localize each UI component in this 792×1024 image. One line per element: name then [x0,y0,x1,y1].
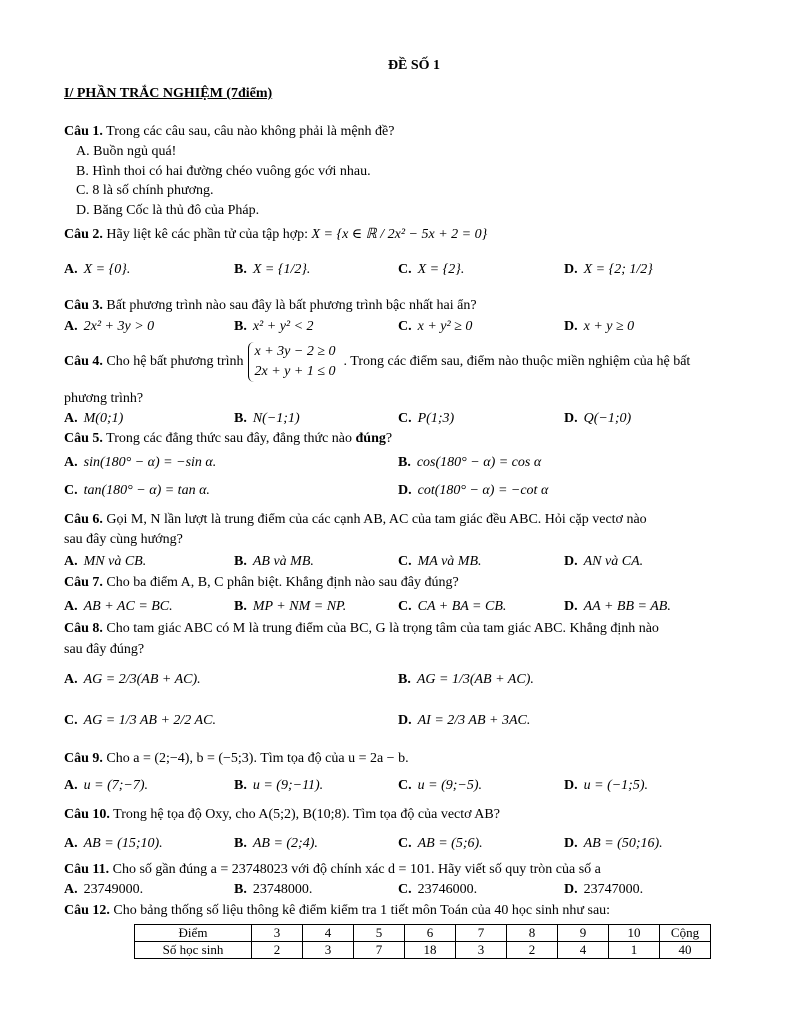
q1-option-d: D. Băng Cốc là thủ đô của Pháp. [76,203,260,218]
table-cell: 1 [609,942,660,959]
question-10: Câu 10. Trong hệ tọa độ Oxy, cho A(5;2), B(10;8). Tìm tọa độ của vectơ AB? [64,807,500,822]
q1-option-c: C. 8 là số chính phương. [76,183,214,198]
q3-option-b: B. x² + y² < 2 [234,319,314,334]
q4-option-a: A. M(0;1) [64,411,124,426]
q1-option-b: B. Hình thoi có hai đường chéo vuông góc với nhau. [76,164,371,179]
q10-option-c: C. AB = (5;6). [398,836,483,851]
q6-option-a: A. MN và CB. [64,554,147,569]
question-7: Câu 7. Cho ba điểm A, B, C phân biệt. Khẳng định nào sau đây đúng? [64,575,459,590]
table-cell: 8 [507,925,558,942]
q10-option-b: B. AB = (2;4). [234,836,318,851]
score-table [134,924,711,959]
q11-option-b: B. 23748000. [234,882,313,897]
q9-option-a: A. u = (7;−7). [64,778,149,793]
q9-option-d: D. u = (−1;5). [564,778,649,793]
question-1: Câu 1. Trong các câu sau, câu nào không phải là mệnh đề? [64,124,395,139]
q3-option-c: C. x + y² ≥ 0 [398,319,473,334]
table-cell: 9 [558,925,609,942]
question-4-cont: phương trình? [64,391,144,406]
q5-option-b: B. cos(180° − α) = cos α [398,455,542,470]
q7-option-c: C. CA + BA = CB. [398,599,507,614]
table-cell: 7 [456,925,507,942]
q2-option-b: B. X = {1/2}. [234,262,311,277]
q11-option-c: C. 23746000. [398,882,478,897]
exam-title: ĐỀ SỐ 1 [387,58,441,73]
table-cell: Điểm [135,925,252,942]
table-cell: 4 [558,942,609,959]
q5-option-a: A. sin(180° − α) = −sin α. [64,455,217,470]
table-cell: 3 [456,942,507,959]
table-cell: 7 [354,942,405,959]
q9-option-c: C. u = (9;−5). [398,778,483,793]
table-cell: 10 [609,925,660,942]
q7-option-b: B. MP + NM = NP. [234,599,347,614]
q7-option-d: D. AA + BB = AB. [564,599,671,614]
q6-option-b: B. AB và MB. [234,554,314,569]
table-cell: 4 [303,925,354,942]
q8-option-a: A. AG = 2/3(AB + AC). [64,672,201,687]
q3-option-d: D. x + y ≥ 0 [564,319,635,334]
q4-option-d: D. Q(−1;0) [564,411,632,426]
table-cell: Cộng [660,925,711,942]
question-2: Câu 2. Hãy liệt kê các phần tử của tập hợp: X = {x ∈ ℝ / 2x² − 5x + 2 = 0} [64,227,488,242]
q2-option-c: C. X = {2}. [398,262,465,277]
q6-option-c: C. MA và MB. [398,554,482,569]
table-cell: 2 [507,942,558,959]
table-cell: 5 [354,925,405,942]
inequality-system: x + 3y − 2 ≥ 0 2x + y + 1 ≤ 0 [248,342,340,382]
q3-option-a: A. 2x² + 3y > 0 [64,319,155,334]
q4-option-b: B. N(−1;1) [234,411,300,426]
q5-option-d: D. cot(180° − α) = −cot α [398,483,549,498]
q10-option-d: D. AB = (50;16). [564,836,663,851]
q5-option-c: C. tan(180° − α) = tan α. [64,483,210,498]
q7-option-a: A. AB + AC = BC. [64,599,173,614]
question-4: Câu 4. Cho hệ bất phương trìnhx + 3y − 2 ≥ 0 2x + y + 1 ≤ 0. Trong các điểm sau, điểm nào thuộc miền nghiệm của hệ bất [64,342,690,382]
question-6-cont: sau đây cùng hướng? [64,532,183,547]
question-6: Câu 6. Gọi M, N lần lượt là trung điểm của các cạnh AB, AC của tam giác đều ABC. Hỏi cặp vectơ nào [64,512,647,527]
table-row [135,942,711,959]
q2-option-d: D. X = {2; 1/2} [564,262,653,277]
table-cell: 3 [303,942,354,959]
q11-option-a: A. 23749000. [64,882,144,897]
q8-option-d: D. AI = 2/3 AB + 3AC. [398,713,531,728]
table-cell: 18 [405,942,456,959]
q10-option-a: A. AB = (15;10). [64,836,163,851]
q8-option-c: C. AG = 1/3 AB + 2/2 AC. [64,713,216,728]
question-8: Câu 8. Cho tam giác ABC có M là trung điểm của BC, G là trọng tâm của tam giác ABC. Khẳng định nào [64,621,659,636]
table-cell: 3 [252,925,303,942]
q4-option-c: C. P(1;3) [398,411,455,426]
question-5: Câu 5. Trong các đẳng thức sau đây, đẳng thức nào đúng? [64,431,393,446]
question-3: Câu 3. Bất phương trình nào sau đây là bất phương trình bậc nhất hai ẩn? [64,298,477,313]
table-cell: 2 [252,942,303,959]
question-12: Câu 12. Cho bảng thống số liệu thông kê điểm kiểm tra 1 tiết môn Toán của 40 học sinh như sau: [64,903,611,918]
table-cell: Số học sinh [135,942,252,959]
q9-option-b: B. u = (9;−11). [234,778,324,793]
table-cell: 40 [660,942,711,959]
section-heading: I/ PHẦN TRẮC NGHIỆM (7điểm) [64,86,273,101]
table-cell: 6 [405,925,456,942]
question-11: Câu 11. Cho số gần đúng a = 23748023 với độ chính xác d = 101. Hãy viết số quy tròn của số a [64,862,601,877]
question-8-cont: sau đây đúng? [64,642,145,657]
q11-option-d: D. 23747000. [564,882,644,897]
q6-option-d: D. AN và CA. [564,554,644,569]
q2-option-a: A. X = {0}. [64,262,131,277]
question-9: Câu 9. Cho a = (2;−4), b = (−5;3). Tìm tọa độ của u = 2a − b. [64,751,409,766]
q1-option-a: A. Buồn ngủ quá! [76,144,177,159]
q8-option-b: B. AG = 1/3(AB + AC). [398,672,534,687]
table-row [135,925,711,942]
